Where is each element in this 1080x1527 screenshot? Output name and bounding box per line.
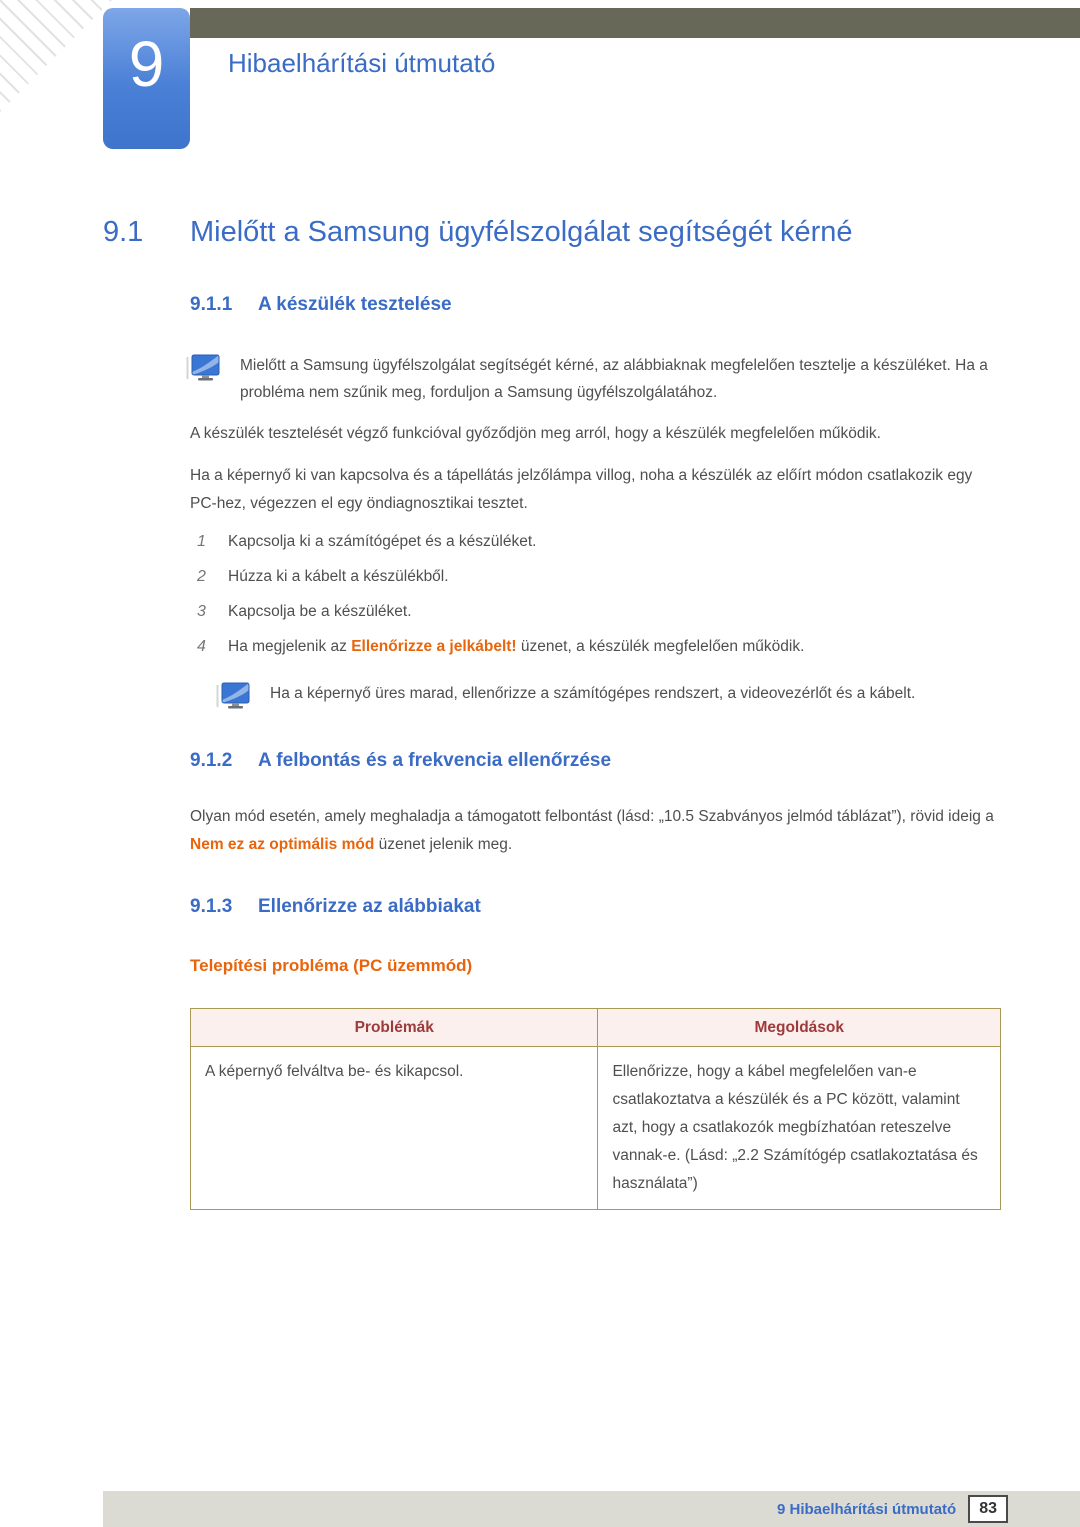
step-text-pre: Ha megjelenik az [228, 638, 352, 655]
step-number: 3 [197, 603, 206, 620]
corner-stripes-decoration [0, 0, 112, 112]
note-block [216, 680, 1016, 719]
paragraph: Ha a képernyő ki van kapcsolva és a tápellátás jelzőlámpa villog, noha a készülék az előírt módon csatlakozik egy PC-hez, végezzen el egy öndiagnosztikai tesztet. [190, 467, 973, 512]
column-header-solutions: Megoldások [598, 1009, 1001, 1047]
step-item [197, 563, 997, 591]
paragraph-pre: Olyan mód esetén, amely meghaladja a támogatott felbontást (lásd: „10.5 Szabványos jelmód táblázat”), rövid ideig a [190, 808, 994, 825]
note-block [186, 352, 1026, 406]
paragraph-post: üzenet jelenik meg. [374, 836, 513, 853]
subsection-title: Ellenőrizze az alábbiakat [258, 896, 481, 917]
signal-cable-message: Ellenőrizze a jelkábelt! [351, 638, 517, 655]
step-item [197, 633, 997, 661]
note-text: Ha a képernyő üres marad, ellenőrizze a számítógépes rendszert, a videovezérlőt és a kábelt. [270, 685, 916, 702]
subsection-heading-9-1-3 [190, 896, 481, 918]
step-item [197, 598, 997, 626]
subsection-heading-9-1-1 [190, 294, 452, 316]
step-text-post: üzenet, a készülék megfelelően működik. [516, 638, 805, 655]
note-text: Mielőtt a Samsung ügyfélszolgálat segítségét kérné, az alábbiaknak megfelelően tesztelje a készüléket. Ha a probléma nem szűnik meg, forduljon a Samsung ügyfélszolgálatához. [240, 357, 988, 401]
installation-issue-subheading: Telepítési probléma (PC üzemmód) [190, 956, 473, 975]
chapter-title: Hibaelhárítási útmutató [228, 48, 496, 78]
monitor-note-icon [216, 680, 252, 719]
page-number: 83 [968, 1495, 1008, 1523]
step-number: 2 [197, 568, 206, 585]
header-bar [190, 8, 1080, 38]
monitor-note-icon [186, 352, 222, 391]
step-text: Kapcsolja ki a számítógépet és a készüléket. [228, 533, 537, 550]
section-heading-9-1 [103, 216, 853, 249]
footer-chapter-label: 9 Hibaelhárítási útmutató [777, 1500, 957, 1518]
step-text: Húzza ki a kábelt a készülékből. [228, 568, 449, 585]
section-number: 9.1 [103, 216, 144, 248]
step-text [228, 633, 804, 661]
table-row [191, 1047, 1001, 1210]
solution-cell: Ellenőrizze, hogy a kábel megfelelően van-e csatlakoztatva a készülék és a PC között, valamint azt, hogy a csatlakozók megbízhatóan reteszelve vannak-e. (Lásd: „2.2 Számítógép csatlakoztatása és használata”) [598, 1047, 1001, 1210]
problem-cell: A képernyő felváltva be- és kikapcsol. [191, 1047, 598, 1210]
not-optimum-mode-message: Nem ez az optimális mód [190, 836, 375, 853]
chapter-number-badge [103, 8, 190, 149]
chapter-number: 9 [128, 28, 165, 100]
page-footer [103, 1491, 1080, 1527]
troubleshooting-table [190, 1008, 1001, 1210]
step-item [197, 528, 997, 556]
section-title: Mielőtt a Samsung ügyfélszolgálat segítségét kérné [190, 216, 853, 248]
table-header-row [191, 1009, 1001, 1047]
column-header-problems: Problémák [191, 1009, 598, 1047]
subsection-title: A készülék tesztelése [258, 294, 452, 315]
step-number: 4 [197, 638, 206, 655]
subsection-number: 9.1.1 [190, 294, 233, 315]
subsection-number: 9.1.2 [190, 750, 233, 771]
step-number: 1 [197, 533, 206, 550]
subsection-number: 9.1.3 [190, 896, 233, 917]
subsection-title: A felbontás és a frekvencia ellenőrzése [258, 750, 612, 771]
step-text: Kapcsolja be a készüléket. [228, 603, 412, 620]
subsection-heading-9-1-2 [190, 750, 611, 772]
paragraph: A készülék tesztelését végző funkcióval győződjön meg arról, hogy a készülék megfelelően működik. [190, 425, 881, 442]
paragraph [190, 803, 1020, 859]
step-list [197, 528, 997, 668]
